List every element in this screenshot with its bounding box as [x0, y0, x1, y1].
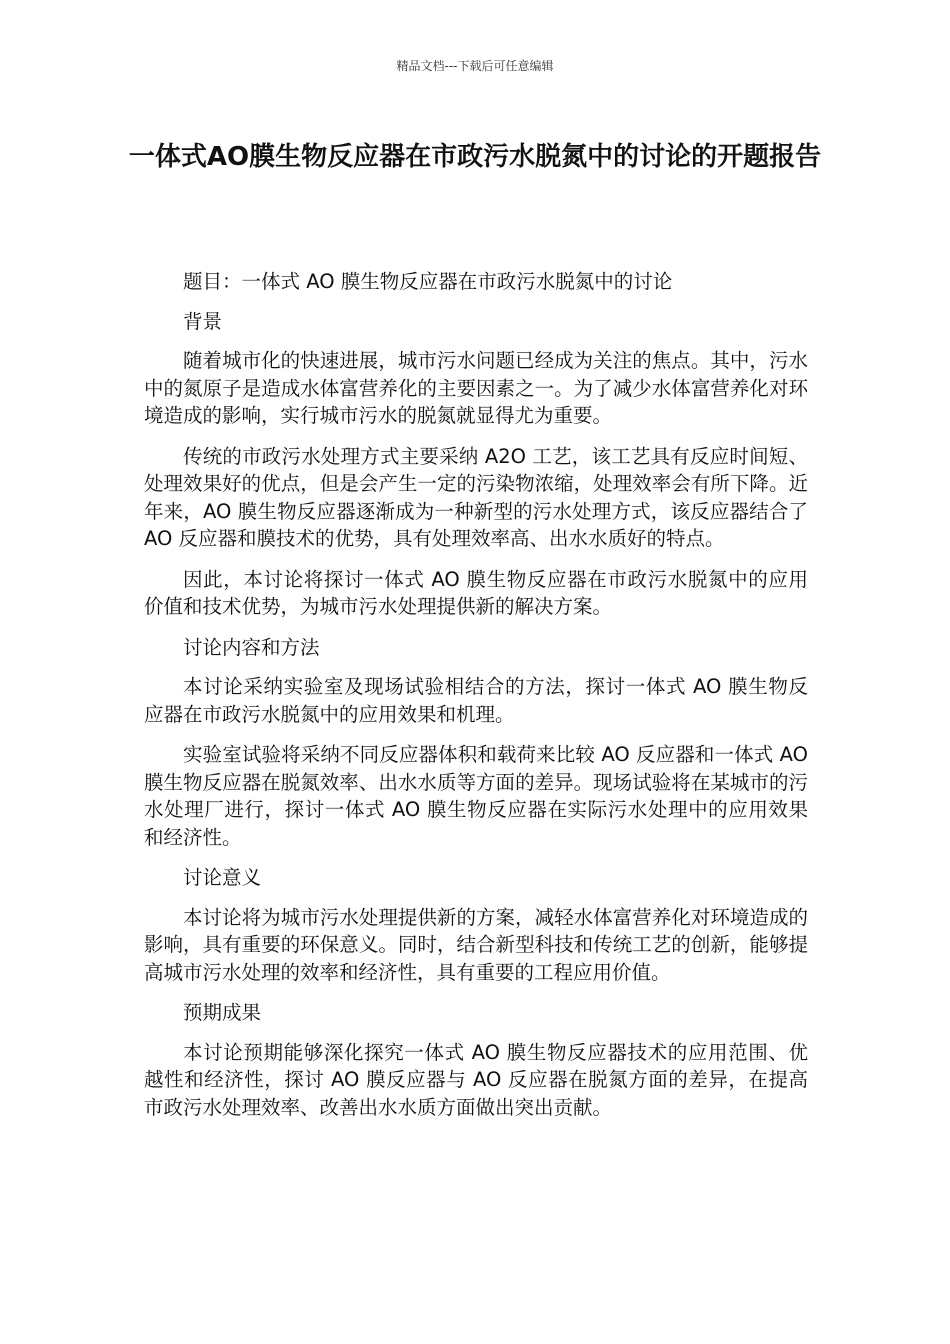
document-title: 一体式AO膜生物反应器在市政污水脱氮中的讨论的开题报告: [128, 142, 822, 172]
section-heading-significance: 讨论意义: [183, 866, 262, 889]
methods-paragraph-1: 本讨论采纳实验室及现场试验相结合的方法，探讨一体式 AO 膜生物反应器在市政污水脱氮中的应用效果和机理。: [144, 675, 808, 726]
background-paragraph-2: 传统的市政污水处理方式主要采纳 A2O 工艺，该工艺具有反应时间短、处理效果好的优点，但是会产生一定的污染物浓缩，处理效率会有所下降。近年来，AO 膜生物反应器逐渐成为一种新型的污水处理方式，该反应器结合了 AO 反应器和膜技术的优势，具有处理效率高、出水水质好的特点。: [144, 444, 808, 550]
subject-line: 题目：一体式 AO 膜生物反应器在市政污水脱氮中的讨论: [183, 270, 673, 293]
expected-results-paragraph-1: 本讨论预期能够深化探究一体式 AO 膜生物反应器技术的应用范围、优越性和经济性，探讨 AO 膜反应器与 AO 反应器在脱氮方面的差异，在提高市政污水处理效率、改善出水水质方面做出突出贡献。: [144, 1040, 808, 1119]
section-heading-expected-results: 预期成果: [183, 1001, 262, 1024]
section-heading-background: 背景: [183, 309, 223, 333]
significance-paragraph-1: 本讨论将为城市污水处理提供新的方案，减轻水体富营养化对环境造成的影响，具有重要的环保意义。同时，结合新型科技和传统工艺的创新，能够提高城市污水处理的效率和经济性，具有重要的工程应用价值。: [144, 905, 808, 984]
document-body: [144, 268, 808, 1134]
background-paragraph-3: 因此，本讨论将探讨一体式 AO 膜生物反应器在市政污水脱氮中的应用价值和技术优势，为城市污水处理提供新的解决方案。: [144, 567, 808, 618]
methods-paragraph-2: 实验室试验将采纳不同反应器体积和载荷来比较 AO 反应器和一体式 AO 膜生物反应器在脱氮效率、出水水质等方面的差异。现场试验将在某城市的污水处理厂进行，探讨一体式 AO 膜生物反应器在实际污水处理中的应用效果和经济性。: [144, 743, 808, 849]
header-note: 精品文档---下载后可任意编辑: [396, 59, 554, 73]
section-heading-content-methods: 讨论内容和方法: [183, 635, 320, 659]
background-paragraph-1: 随着城市化的快速进展，城市污水问题已经成为关注的焦点。其中，污水中的氮原子是造成水体富营养化的主要因素之一。为了减少水体富营养化对环境造成的影响，实行城市污水的脱氮就显得尤为重要。: [144, 349, 808, 427]
